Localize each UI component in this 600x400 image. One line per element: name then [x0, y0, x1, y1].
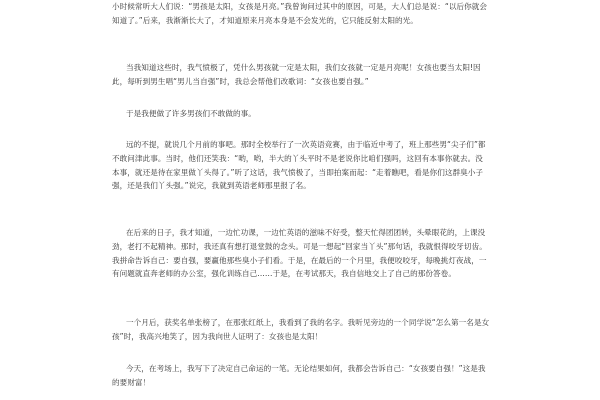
paragraph-6: 一个月后，获奖名单张榜了，在那张红纸上，我看到了我的名字。我听见旁边的一个同学说“怎么第一名是女孩”时，我高兴地笑了，因为我向世人证明了：女孩也是太阳！: [112, 318, 490, 341]
paragraph-2: 当我知道这些时，我气愤极了，凭什么男孩就一定是太阳，我们女孩就一定是月亮呢！女孩也要当太阳!因此，每听到男生唱“男儿当自强”时，我总会帮他们改歌词：“女孩也要自强。”: [112, 63, 481, 86]
paragraph-3: 于是我便做了许多男孩们不敢做的事。: [126, 109, 256, 118]
paragraph-5: 在后来的日子，我才知道，一边忙功课，一边忙英语的滋味不好受，整天忙得团团转，头晕眼花的，上课没劲，老打不起精神。那时，我还真有想打退堂鼓的念头。可是一想起“回家当丫头”那句话，我就恨得咬牙切齿。我拼命告诉自己：要自强，要赢他那些臭小子们看。于是，在最后的一个月里，我便咬咬牙，每晚挑灯夜战，一有问题就直奔老师的办公室，强化训练自己……于是，在考试那天，我自信地交上了自己的那份答卷。: [112, 228, 487, 279]
paragraph-1: 小时候常听大人们说：“男孩是太阳，女孩是月亮。”我曾询问过其中的原因，可是，大人们总是说：“以后你就会知道了。”后来，我渐渐长大了，才知道原来月亮本身是不会发光的，它只能反射太阳的光。: [112, 2, 488, 25]
paragraph-7: 今天，在考场上，我写下了决定自己命运的一笔。无论结果如何，我都会告诉自己：“女孩要自强！”这是我的要财富！: [112, 364, 486, 387]
paragraph-4: 远的不提，就说几个月前的事吧。那时全校举行了一次英语竞赛，由于临近中考了，班上那些男“尖子们”都不敢问津此事。当时，他们还笑我：“哟，哟，半大的丫头平时不是老说你比咱们强吗，这回有本事你就去。没本事，就还是待在家里做丫头得了。”听了这话，我气愤极了，当即拍案而起：“走着瞧吧，看是你们这群臭小子强，还是我们丫头强。”说完，我就到英语老师那里报了名。: [112, 140, 486, 191]
